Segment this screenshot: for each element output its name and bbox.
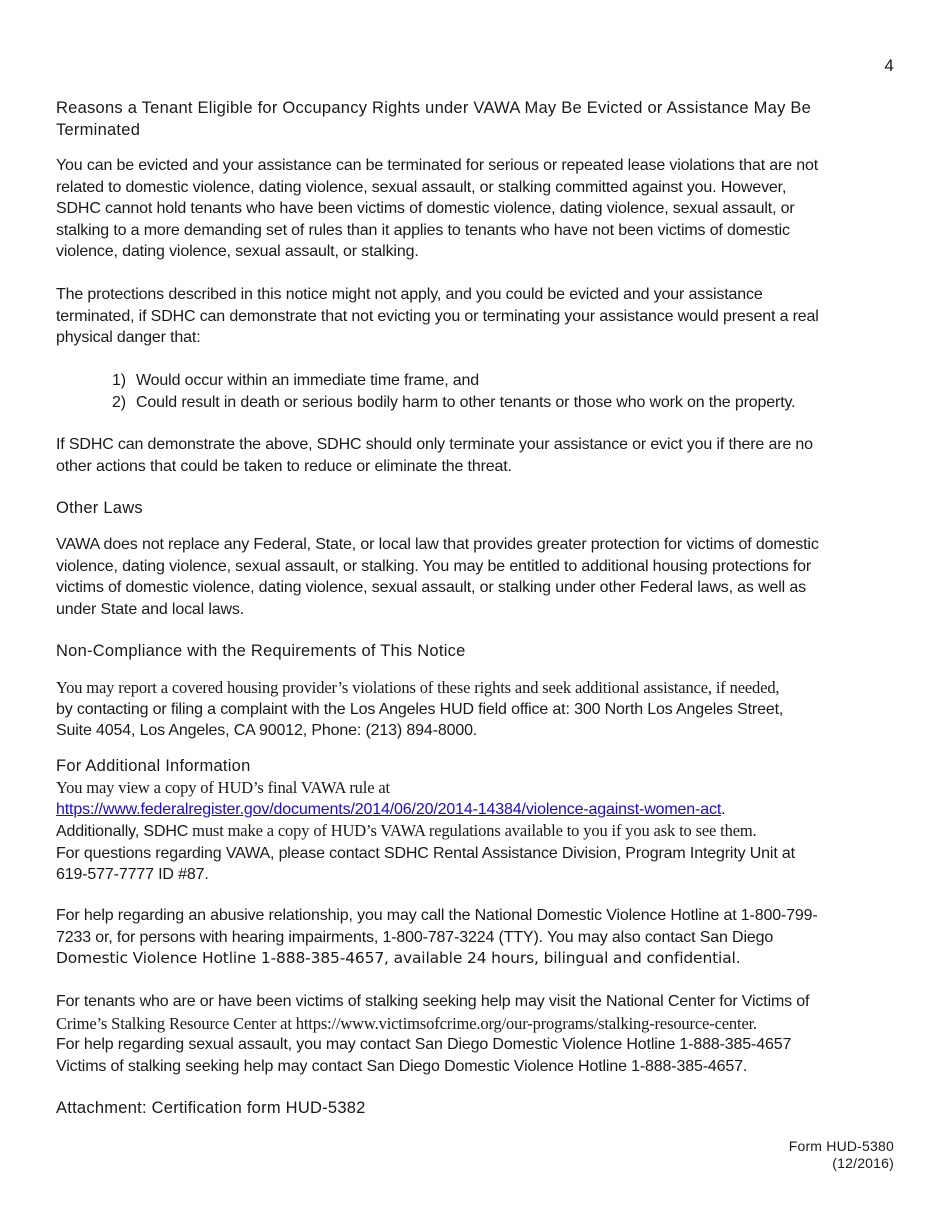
heading-line: Reasons a Tenant Eligible for Occupancy Rights under VAWA May Be Evicted or Assistance May Be xyxy=(56,99,812,117)
paragraph-eviction-violations xyxy=(56,155,896,263)
paragraph-hotline xyxy=(56,905,896,970)
text-line: victims of domestic violence, dating violence, sexual assault, or stalking under other Federal laws, as well as xyxy=(56,579,806,596)
list-text: Could result in death or serious bodily harm to other tenants or those who work on the property. xyxy=(136,393,796,411)
danger-conditions-list xyxy=(56,370,896,413)
section-heading-other-laws: Other Laws xyxy=(56,499,143,517)
vawa-rule-link-line xyxy=(56,799,896,821)
list-text: Would occur within an immediate time frame, and xyxy=(136,372,480,389)
attachment-note: Attachment: Certification form HUD-5382 xyxy=(56,1099,366,1117)
text-line: Victims of stalking seeking help may contact San Diego Domestic Violence Hotline 1-888-385-4657. xyxy=(56,1057,748,1075)
form-number: Form HUD-5380 xyxy=(788,1138,894,1154)
text-line: For help regarding sexual assault, you may contact San Diego Domestic Violence Hotline 1-888-385-4657 xyxy=(56,1036,792,1053)
vawa-rule-link[interactable]: https://www.federalregister.gov/documents/2014/06/20/2014-14384/violence-against-women-act xyxy=(56,800,722,818)
text-line: 619-577-7777 ID #87. xyxy=(56,866,209,883)
paragraph-stalking xyxy=(56,991,896,1077)
text-line: 7233 or, for persons with hearing impairments, 1-800-787-3224 (TTY). You may also contact San Diego xyxy=(56,928,774,946)
text-fragment: Additionally, SDHC xyxy=(56,823,189,840)
section-heading-additional-info: For Additional Information xyxy=(56,757,251,775)
text-line: related to domestic violence, dating violence, sexual assault, or stalking committed against you. However, xyxy=(56,178,787,196)
text-line xyxy=(56,820,896,843)
section-heading-eviction-reasons xyxy=(56,98,896,141)
text-line: VAWA does not replace any Federal, State, or local law that provides greater protection for victims of domestic xyxy=(56,536,819,553)
section-heading-non-compliance: Non-Compliance with the Requirements of This Notice xyxy=(56,642,466,660)
text-line: Domestic Violence Hotline 1-888-385-4657, available 24 hours, bilingual and confidential. xyxy=(56,949,741,967)
text-line: stalking to a more demanding set of rules than it applies to tenants who have not been victims of domestic xyxy=(56,221,790,239)
document-page xyxy=(56,0,896,1230)
text-line: For help regarding an abusive relationship, you may call the National Domestic Violence Hotline at 1-800-799- xyxy=(56,907,818,924)
text-fragment: must make a copy of HUD’s VAWA regulations available to you if you ask to see them. xyxy=(188,821,757,840)
text-line: For questions regarding VAWA, please contact SDHC Rental Assistance Division, Program Integrity Unit at xyxy=(56,844,795,862)
text-line: Suite 4054, Los Angeles, CA 90012, Phone: (213) 894-8000. xyxy=(56,722,478,739)
page-number: 4 xyxy=(884,56,894,75)
list-number: 1) xyxy=(112,372,126,389)
paragraph-threat xyxy=(56,434,896,477)
text-line: You may report a covered housing provider’s violations of these rights and seek additional assistance, if needed, xyxy=(56,678,780,697)
text-line: violence, dating violence, sexual assault, or stalking. You may be entitled to additional housing protections for xyxy=(56,557,812,575)
link-suffix: . xyxy=(721,800,726,818)
form-footer xyxy=(789,1138,894,1172)
list-number: 2) xyxy=(112,393,126,411)
list-item xyxy=(56,392,896,414)
text-line: violence, dating violence, sexual assault, or stalking. xyxy=(56,243,419,260)
text-line: under State and local laws. xyxy=(56,600,245,618)
text-line: SDHC cannot hold tenants who have been victims of domestic violence, dating violence, sexual assault, or xyxy=(56,200,795,217)
paragraph-other-laws xyxy=(56,534,896,620)
form-date: (12/2016) xyxy=(832,1155,894,1171)
text-line: You can be evicted and your assistance can be terminated for serious or repeated lease violations that are not xyxy=(56,157,819,174)
paragraph-non-compliance xyxy=(56,677,896,742)
text-line: physical danger that: xyxy=(56,329,201,346)
paragraph-physical-danger xyxy=(56,284,896,349)
text-line: terminated, if SDHC can demonstrate that not evicting you or terminating your assistance would present a real xyxy=(56,307,819,325)
paragraph-additional-info xyxy=(56,777,896,886)
text-line: You may view a copy of HUD’s final VAWA rule at xyxy=(56,778,390,797)
list-item xyxy=(56,370,896,392)
text-line: If SDHC can demonstrate the above, SDHC should only terminate your assistance or evict you if there are no xyxy=(56,436,813,453)
heading-line: Terminated xyxy=(56,120,141,139)
text-line: The protections described in this notice might not apply, and you could be evicted and your assistance xyxy=(56,286,763,303)
text-line: other actions that could be taken to reduce or eliminate the threat. xyxy=(56,457,512,475)
text-line: For tenants who are or have been victims of stalking seeking help may visit the National Center for Victims of xyxy=(56,993,810,1010)
text-line: Crime’s Stalking Resource Center at https://www.victimsofcrime.org/our-programs/stalking-resource-center. xyxy=(56,1013,758,1033)
text-line: by contacting or filing a complaint with the Los Angeles HUD field office at: 300 North Los Angeles Street, xyxy=(56,700,784,718)
